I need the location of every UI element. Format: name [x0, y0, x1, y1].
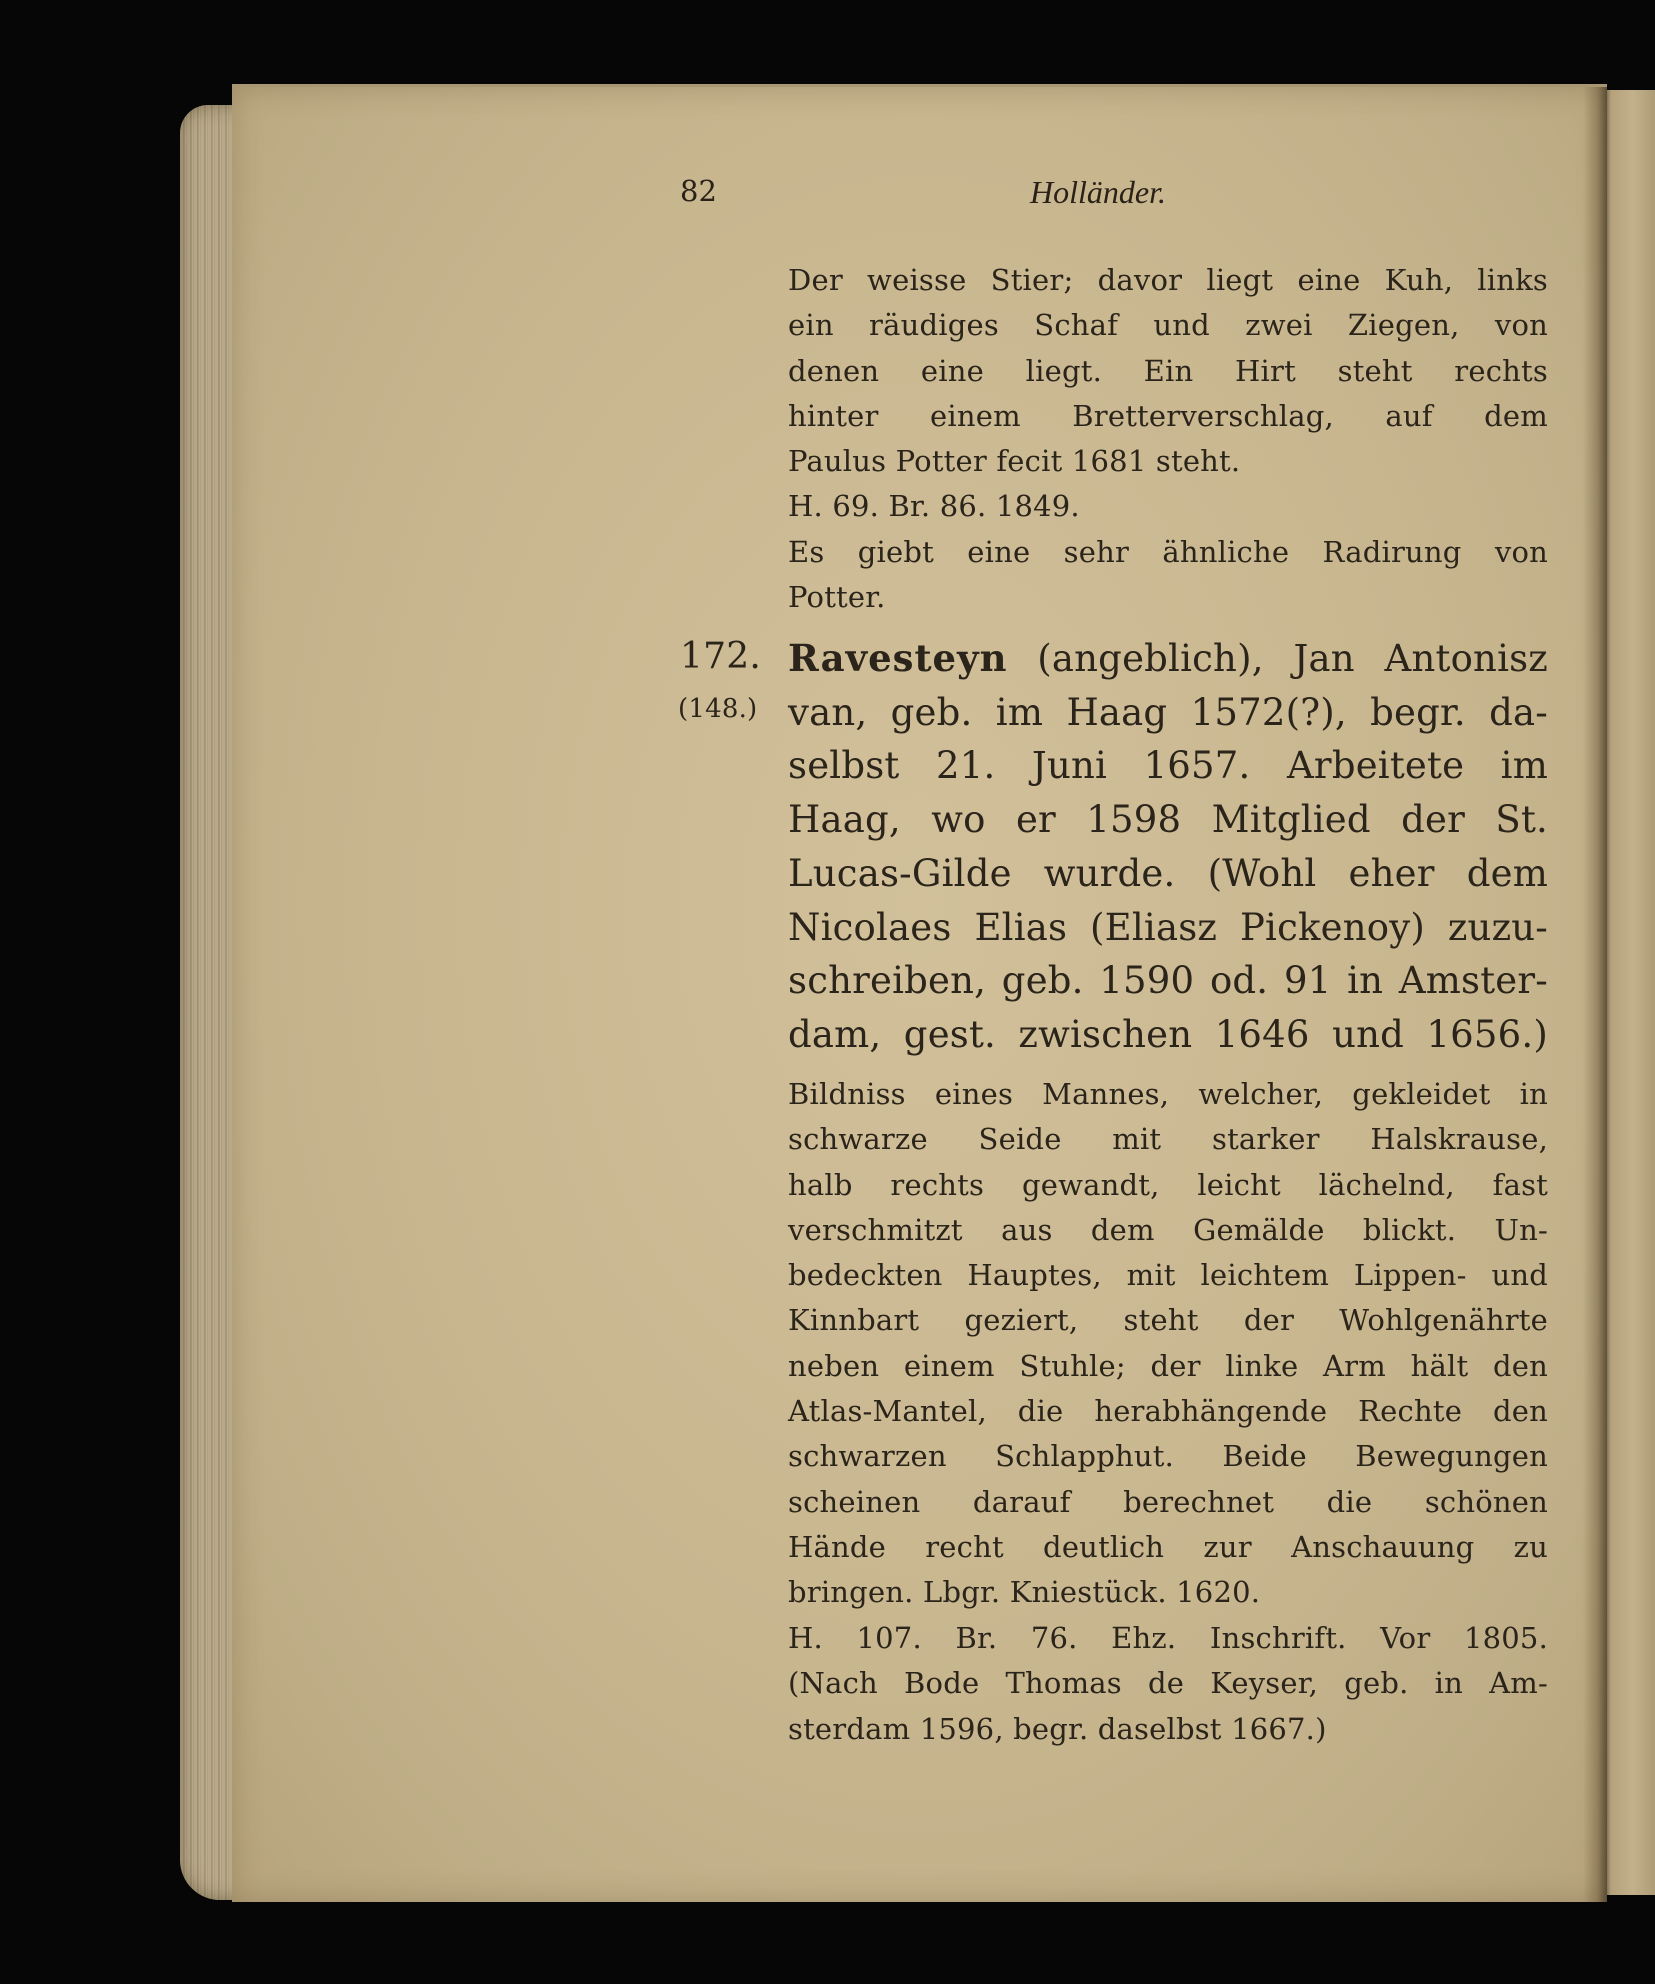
running-title: Holländer. — [1030, 174, 1166, 210]
description-line: schwarzen Schlapphut. Beide Bewegungen — [788, 1439, 1548, 1474]
description-line: scheinen darauf berechnet die schönen — [788, 1484, 1548, 1519]
attribution-line: sterdam 1596, begr. daselbst 1667.) — [788, 1711, 1327, 1746]
entry-details — [788, 1616, 1548, 1752]
entry-number: 172. — [680, 636, 761, 677]
page-number: 82 — [680, 174, 717, 208]
text-line: denen eine liegt. Ein Hirt steht rechts — [788, 353, 1548, 388]
entry-heading — [788, 632, 1548, 1062]
continuation-paragraph — [788, 258, 1548, 620]
dimensions-line: H. 69. Br. 86. 1849. — [788, 489, 1080, 524]
entry-old-number: (148.) — [678, 694, 758, 724]
description-line: Hände recht deutlich zur Anschauung zu — [788, 1529, 1548, 1564]
heading-line: van, geb. im Haag 1572(?), begr. da- — [788, 690, 1548, 734]
page-header — [0, 174, 1655, 214]
description-line: bedeckten Hauptes, mit leichtem Lippen- und — [788, 1258, 1548, 1293]
text-line: Potter. — [788, 580, 886, 615]
description-line: verschmitzt aus dem Gemälde blickt. Un- — [788, 1212, 1548, 1247]
heading-line: dam, gest. zwischen 1646 und 1656.) — [788, 1012, 1548, 1056]
attribution-line: (Nach Bode Thomas de Keyser, geb. in Am- — [788, 1666, 1548, 1701]
text-line: hinter einem Bretterverschlag, auf dem — [788, 398, 1548, 433]
heading-line: Nicolaes Elias (Eliasz Pickenoy) zuzu- — [788, 905, 1548, 949]
description-line: bringen. Lbgr. Kniestück. 1620. — [788, 1575, 1261, 1610]
description-line: Kinnbart geziert, steht der Wohlgenährte — [788, 1303, 1548, 1338]
description-line: neben einem Stuhle; der linke Arm hält den — [788, 1348, 1548, 1383]
text-line: Paulus Potter fecit 1681 steht. — [788, 444, 1241, 479]
text-line: ein räudiges Schaf und zwei Ziegen, von — [788, 308, 1548, 343]
description-line: Atlas-Mantel, die herabhängende Rechte den — [788, 1394, 1548, 1429]
text-line: Der weisse Stier; davor liegt eine Kuh, links — [788, 263, 1548, 297]
heading-line: selbst 21. Juni 1657. Arbeitete im — [788, 744, 1548, 788]
description-line: schwarze Seide mit starker Halskrause, — [788, 1122, 1548, 1157]
heading-line: Haag, wo er 1598 Mitglied der St. — [788, 798, 1548, 842]
facing-page-edge — [1600, 90, 1655, 1895]
text-line: Es giebt eine sehr ähnliche Radirung von — [788, 534, 1548, 569]
heading-line: schreiben, geb. 1590 od. 91 in Amster- — [788, 959, 1548, 1003]
heading-first-line — [788, 632, 1548, 686]
description-line: halb rechts gewandt, leicht lächelnd, fast — [788, 1167, 1548, 1202]
heading-first-rest: (angeblich), Jan Antonisz — [1007, 637, 1548, 680]
artist-name: Ravesteyn — [788, 636, 1008, 680]
description-line: Bildniss eines Mannes, welcher, gekleidet in — [788, 1077, 1548, 1111]
entry-description — [788, 1072, 1548, 1616]
page-gutter-shadow — [1583, 87, 1607, 1902]
dimensions-line: H. 107. Br. 76. Ehz. Inschrift. Vor 1805. — [788, 1621, 1548, 1655]
heading-line: Lucas-Gilde wurde. (Wohl eher dem — [788, 851, 1548, 895]
